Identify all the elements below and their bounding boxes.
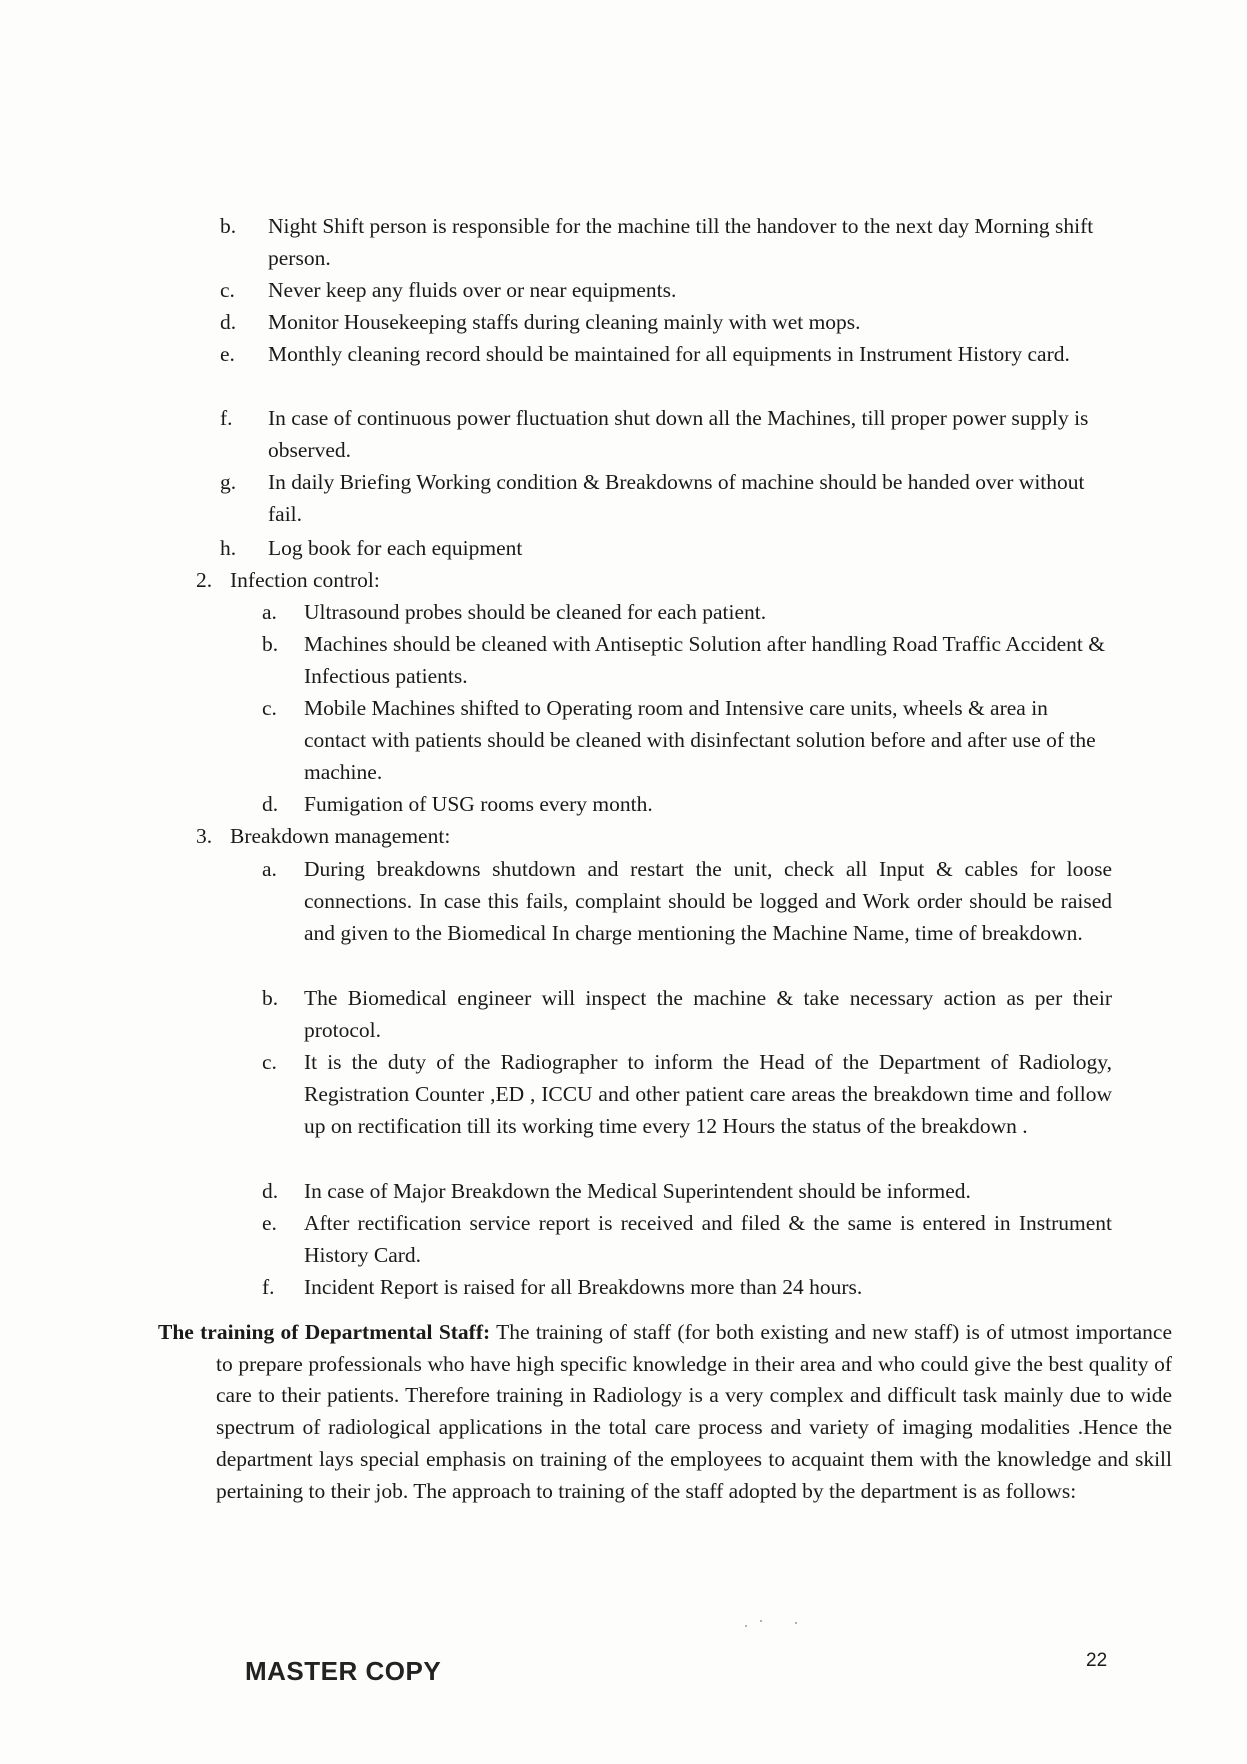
list-text: Mobile Machines shifted to Operating room and Intensive care units, wheels & area in contact with patients should be cleaned with disinfectant solution before and after use of the machine. xyxy=(304,696,1096,784)
list-label: b. xyxy=(262,986,279,1010)
section-number: 3. xyxy=(196,824,213,848)
list-label: c. xyxy=(220,278,235,302)
list-text: Never keep any fluids over or near equipments. xyxy=(268,278,677,302)
page-number: 22 xyxy=(1086,1650,1108,1671)
list-text: Monitor Housekeeping staffs during cleaning mainly with wet mops. xyxy=(268,310,861,334)
list-text: In daily Briefing Working condition & Breakdowns of machine should be handed over without fail. xyxy=(268,470,1085,526)
list-text: The Biomedical engineer will inspect the machine & take necessary action as per their protocol. xyxy=(304,986,1112,1042)
list-text: After rectification service report is received and filed & the same is entered in Instrument History Card. xyxy=(304,1211,1112,1267)
list-text: Fumigation of USG rooms every month. xyxy=(304,792,653,816)
list-text: In case of continuous power fluctuation shut down all the Machines, till proper power supply is observed. xyxy=(268,406,1089,462)
list-label: f. xyxy=(262,1275,275,1299)
section-heading: Infection control: xyxy=(230,568,380,592)
list-label: d. xyxy=(262,1179,279,1203)
list-text: It is the duty of the Radiographer to inform the Head of the Department of Radiology, Registration Counter ,ED , ICCU and other patient care areas the breakdown time and follow up on rectification till its working time every 12 Hours the status of the breakdown . xyxy=(304,1050,1112,1138)
list-label: e. xyxy=(220,342,235,366)
list-label: b. xyxy=(262,632,279,656)
list-label: a. xyxy=(262,857,277,881)
list-label: f. xyxy=(220,406,233,430)
list-text: Night Shift person is responsible for the machine till the handover to the next day Morning shift person. xyxy=(268,214,1094,270)
list-label: d. xyxy=(262,792,279,816)
section-heading: Breakdown management: xyxy=(230,824,451,848)
list-label: b. xyxy=(220,214,237,238)
list-text: During breakdowns shutdown and restart the unit, check all Input & cables for loose connections. In case this fails, complaint should be logged and Work order should be raised and given to the Biomedical In charge mentioning the Machine Name, time of breakdown. xyxy=(304,857,1112,945)
list-text: Monthly cleaning record should be maintained for all equipments in Instrument History card. xyxy=(268,342,1070,366)
training-text: The training of staff (for both existing and new staff) is of utmost importance to prepare professionals who have high specific knowledge in their area and who could give the best quality of care to their patients. Therefore training in Radiology is a very complex and difficult task mainly due to wide spectrum of radiological applications in the total care process and variety of imaging modalities .Hence the department lays special emphasis on training of the employees to acquaint them with the knowledge and skill pertaining to their job. The approach to training of the staff adopted by the department is as follows: xyxy=(216,1320,1172,1503)
list-text: Ultrasound probes should be cleaned for each patient. xyxy=(304,600,767,624)
scan-speck xyxy=(795,1622,797,1624)
list-label: g. xyxy=(220,470,237,494)
training-heading: The training of Departmental Staff: xyxy=(158,1320,491,1344)
scan-speck xyxy=(745,1625,747,1627)
master-copy-stamp: MASTER COPY xyxy=(245,1656,442,1686)
list-label: h. xyxy=(220,536,237,560)
list-label: c. xyxy=(262,696,277,720)
list-label: e. xyxy=(262,1211,277,1235)
scan-speck xyxy=(760,1620,762,1622)
list-label: d. xyxy=(220,310,237,334)
list-text: Incident Report is raised for all Breakdowns more than 24 hours. xyxy=(304,1275,863,1299)
list-label: c. xyxy=(262,1050,277,1074)
list-text: Log book for each equipment xyxy=(268,536,523,560)
list-text: In case of Major Breakdown the Medical Superintendent should be informed. xyxy=(304,1179,971,1203)
list-label: a. xyxy=(262,600,277,624)
training-paragraph xyxy=(158,1317,1172,1507)
list-text: Machines should be cleaned with Antiseptic Solution after handling Road Traffic Accident & Infectious patients. xyxy=(304,632,1105,688)
section-number: 2. xyxy=(196,568,213,592)
